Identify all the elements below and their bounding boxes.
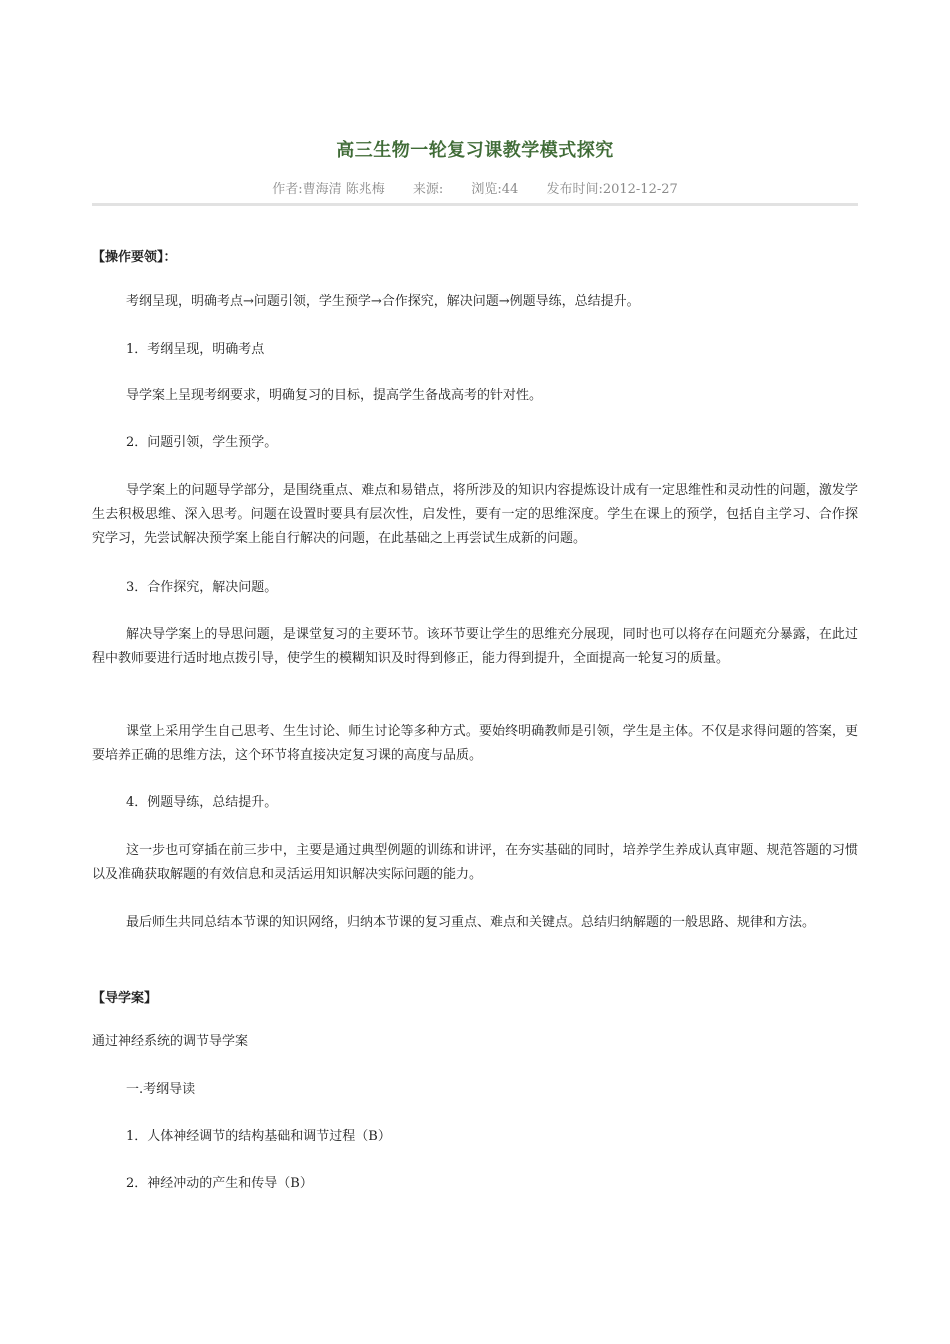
- title-divider: [92, 203, 858, 206]
- meta-source: 来源:: [412, 182, 444, 197]
- paragraph: 课堂上采用学生自己思考、生生讨论、师生讨论等多种方式。要始终明确教师是引领，学生是主体。不仅是求得问题的答案，更要培养正确的思维方法，这个环节将直接决定复习课的高度与品质。: [92, 724, 858, 763]
- meta-author: 作者:曹海清 陈兆梅: [272, 182, 385, 197]
- article-meta: [92, 178, 858, 197]
- step-heading: 2．问题引领，学生预学。: [126, 435, 278, 450]
- paragraph: 最后师生共同总结本节课的知识网络，归纳本节课的复习重点、难点和关键点。总结归纳解题的一般思路、规律和方法。: [126, 915, 816, 930]
- guide-title: 通过神经系统的调节导学案: [92, 1034, 249, 1049]
- outline-item: 1．人体神经调节的结构基础和调节过程（B）: [126, 1129, 391, 1144]
- meta-views: 浏览:44: [471, 182, 519, 197]
- meta-published: 发布时间:2012-12-27: [546, 182, 678, 197]
- section-heading-operations: 【操作要领】：: [92, 250, 177, 265]
- paragraph: 导学案上呈现考纲要求，明确复习的目标，提高学生备战高考的针对性。: [126, 388, 543, 403]
- article-title: 高三生物一轮复习课教学模式探究: [336, 140, 614, 161]
- outline-heading: 一.考纲导读: [126, 1082, 196, 1097]
- paragraph: 这一步也可穿插在前三步中，主要是通过典型例题的训练和讲评，在夯实基础的同时，培养学生养成认真审题、规范答题的习惯以及准确获取解题的有效信息和灵活运用知识解决实际问题的能力。: [92, 843, 858, 882]
- outline-item: 2．神经冲动的产生和传导（B）: [126, 1176, 313, 1191]
- paragraph: 考纲呈现，明确考点→问题引领，学生预学→合作探究，解决问题→例题导练，总结提升。: [126, 294, 640, 309]
- paragraph: 导学案上的问题导学部分，是围绕重点、难点和易错点，将所涉及的知识内容提炼设计成有一定思维性和灵动性的问题，激发学生去积极思维、深入思考。问题在设置时要具有层次性，启发性，要有一定的思维深度。学生在课上的预学，包括自主学习、合作探究学习，先尝试解决预学案上能自行解决的问题，在此基础之上再尝试生成新的问题。: [92, 483, 858, 546]
- step-heading: 4．例题导练，总结提升。: [126, 795, 278, 810]
- paragraph: 解决导学案上的导思问题，是课堂复习的主要环节。该环节要让学生的思维充分展现，同时也可以将存在问题充分暴露，在此过程中教师要进行适时地点拨引导，使学生的模糊知识及时得到修正，能力得到提升，全面提高一轮复习的质量。: [92, 627, 858, 666]
- section-heading-guide: 【导学案】: [92, 991, 158, 1006]
- step-heading: 3．合作探究，解决问题。: [126, 580, 278, 595]
- step-heading: 1．考纲呈现，明确考点: [126, 342, 265, 357]
